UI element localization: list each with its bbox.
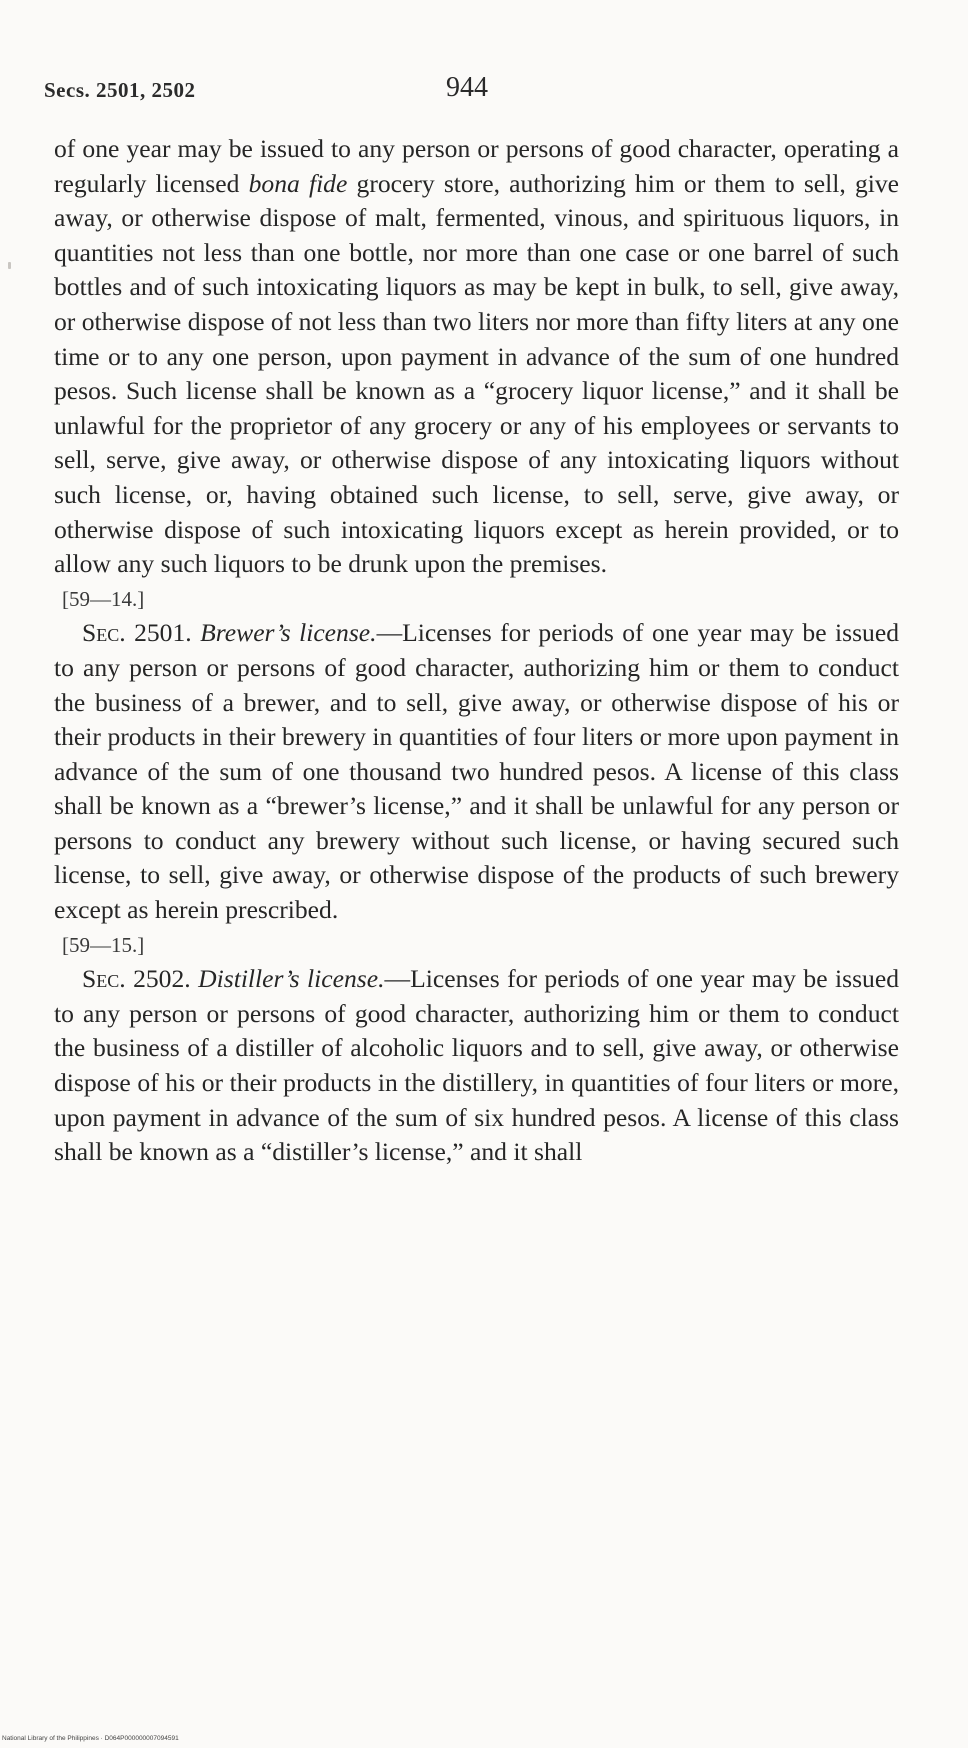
page-number: 944 <box>446 72 488 103</box>
continuation-text-end: grocery store, authorizing him or them to sell, give away, or otherwise dispose of malt, fermented, vinous, and spirituous liquors, in quantities not less than one bottle, nor more than one case or one barrel of such bottles and of such intoxicating liquors as may be kept in bulk, to sell, give away, or otherwise dispose of not less than two liters nor more than fifty liters at any one time or to any one person, upon payment in advance of the sum of one hundred pesos. Such license shall be known as a “grocery liquor license,” and it shall be unlawful for the proprietor of any grocery or any of his employees or servants to sell, serve, give away, or otherwise dispose of any intoxicating liquors without such license, or, having obtained such license, to sell, serve, give away, or otherwise dispose of such intoxicating liquors except as herein provided, or to allow any such liquors to be drunk upon the premises. <box>54 168 900 579</box>
margin-speck <box>8 262 11 269</box>
section-text-2502: —Licenses for periods of one year may be issued to any person or persons of good character, authorizing him or them to conduct the business of a distiller of alcoholic liquors and to sell, give away, or otherwise dispose of his or their products in the distillery, in quantities of four liters or more, upon payment in advance of the sum of six hundred pesos. A license of this class shall be known as a “distiller’s license,” and it shall <box>54 964 900 1167</box>
section-2502 <box>54 962 899 1170</box>
continuation-text-start: of one year may be issued to any person or persons of good character, operating a regularly licensed <box>54 134 899 198</box>
citation-2501: [59—14.] <box>62 586 145 611</box>
citation-2502: [59—15.] <box>62 932 145 957</box>
scan-footer: National Library of the Philippines · D064P000000007094591 <box>2 1735 179 1742</box>
body-text <box>54 132 899 1170</box>
section-text-2501: —Licenses for periods of one year may be issued to any person or persons of good character, authorizing him or them to conduct the business of a brewer, and to sell, give away, or otherwise dispose of his or their products in their brewery in quantities of four liters or more upon payment in advance of the sum of one thousand two hundred pesos. A license of this class shall be known as a “brewer’s license,” and it shall be unlawful for any person or persons to conduct any brewery without such license, or having secured such license, to sell, give away, or otherwise dispose of the products of such brewery except as herein prescribed. <box>54 618 899 925</box>
section-2501 <box>54 616 899 927</box>
section-label-2502: Sec. 2502. <box>82 964 191 994</box>
continuation-paragraph <box>54 132 899 582</box>
section-heading-2502: Distiller’s license. <box>198 964 385 994</box>
running-head <box>44 72 924 108</box>
bona-fide-italic: bona fide <box>248 168 348 198</box>
section-heading-2501: Brewer’s license. <box>200 618 377 648</box>
section-reference: Secs. 2501, 2502 <box>44 78 196 102</box>
section-label-2501: Sec. 2501. <box>82 618 192 648</box>
